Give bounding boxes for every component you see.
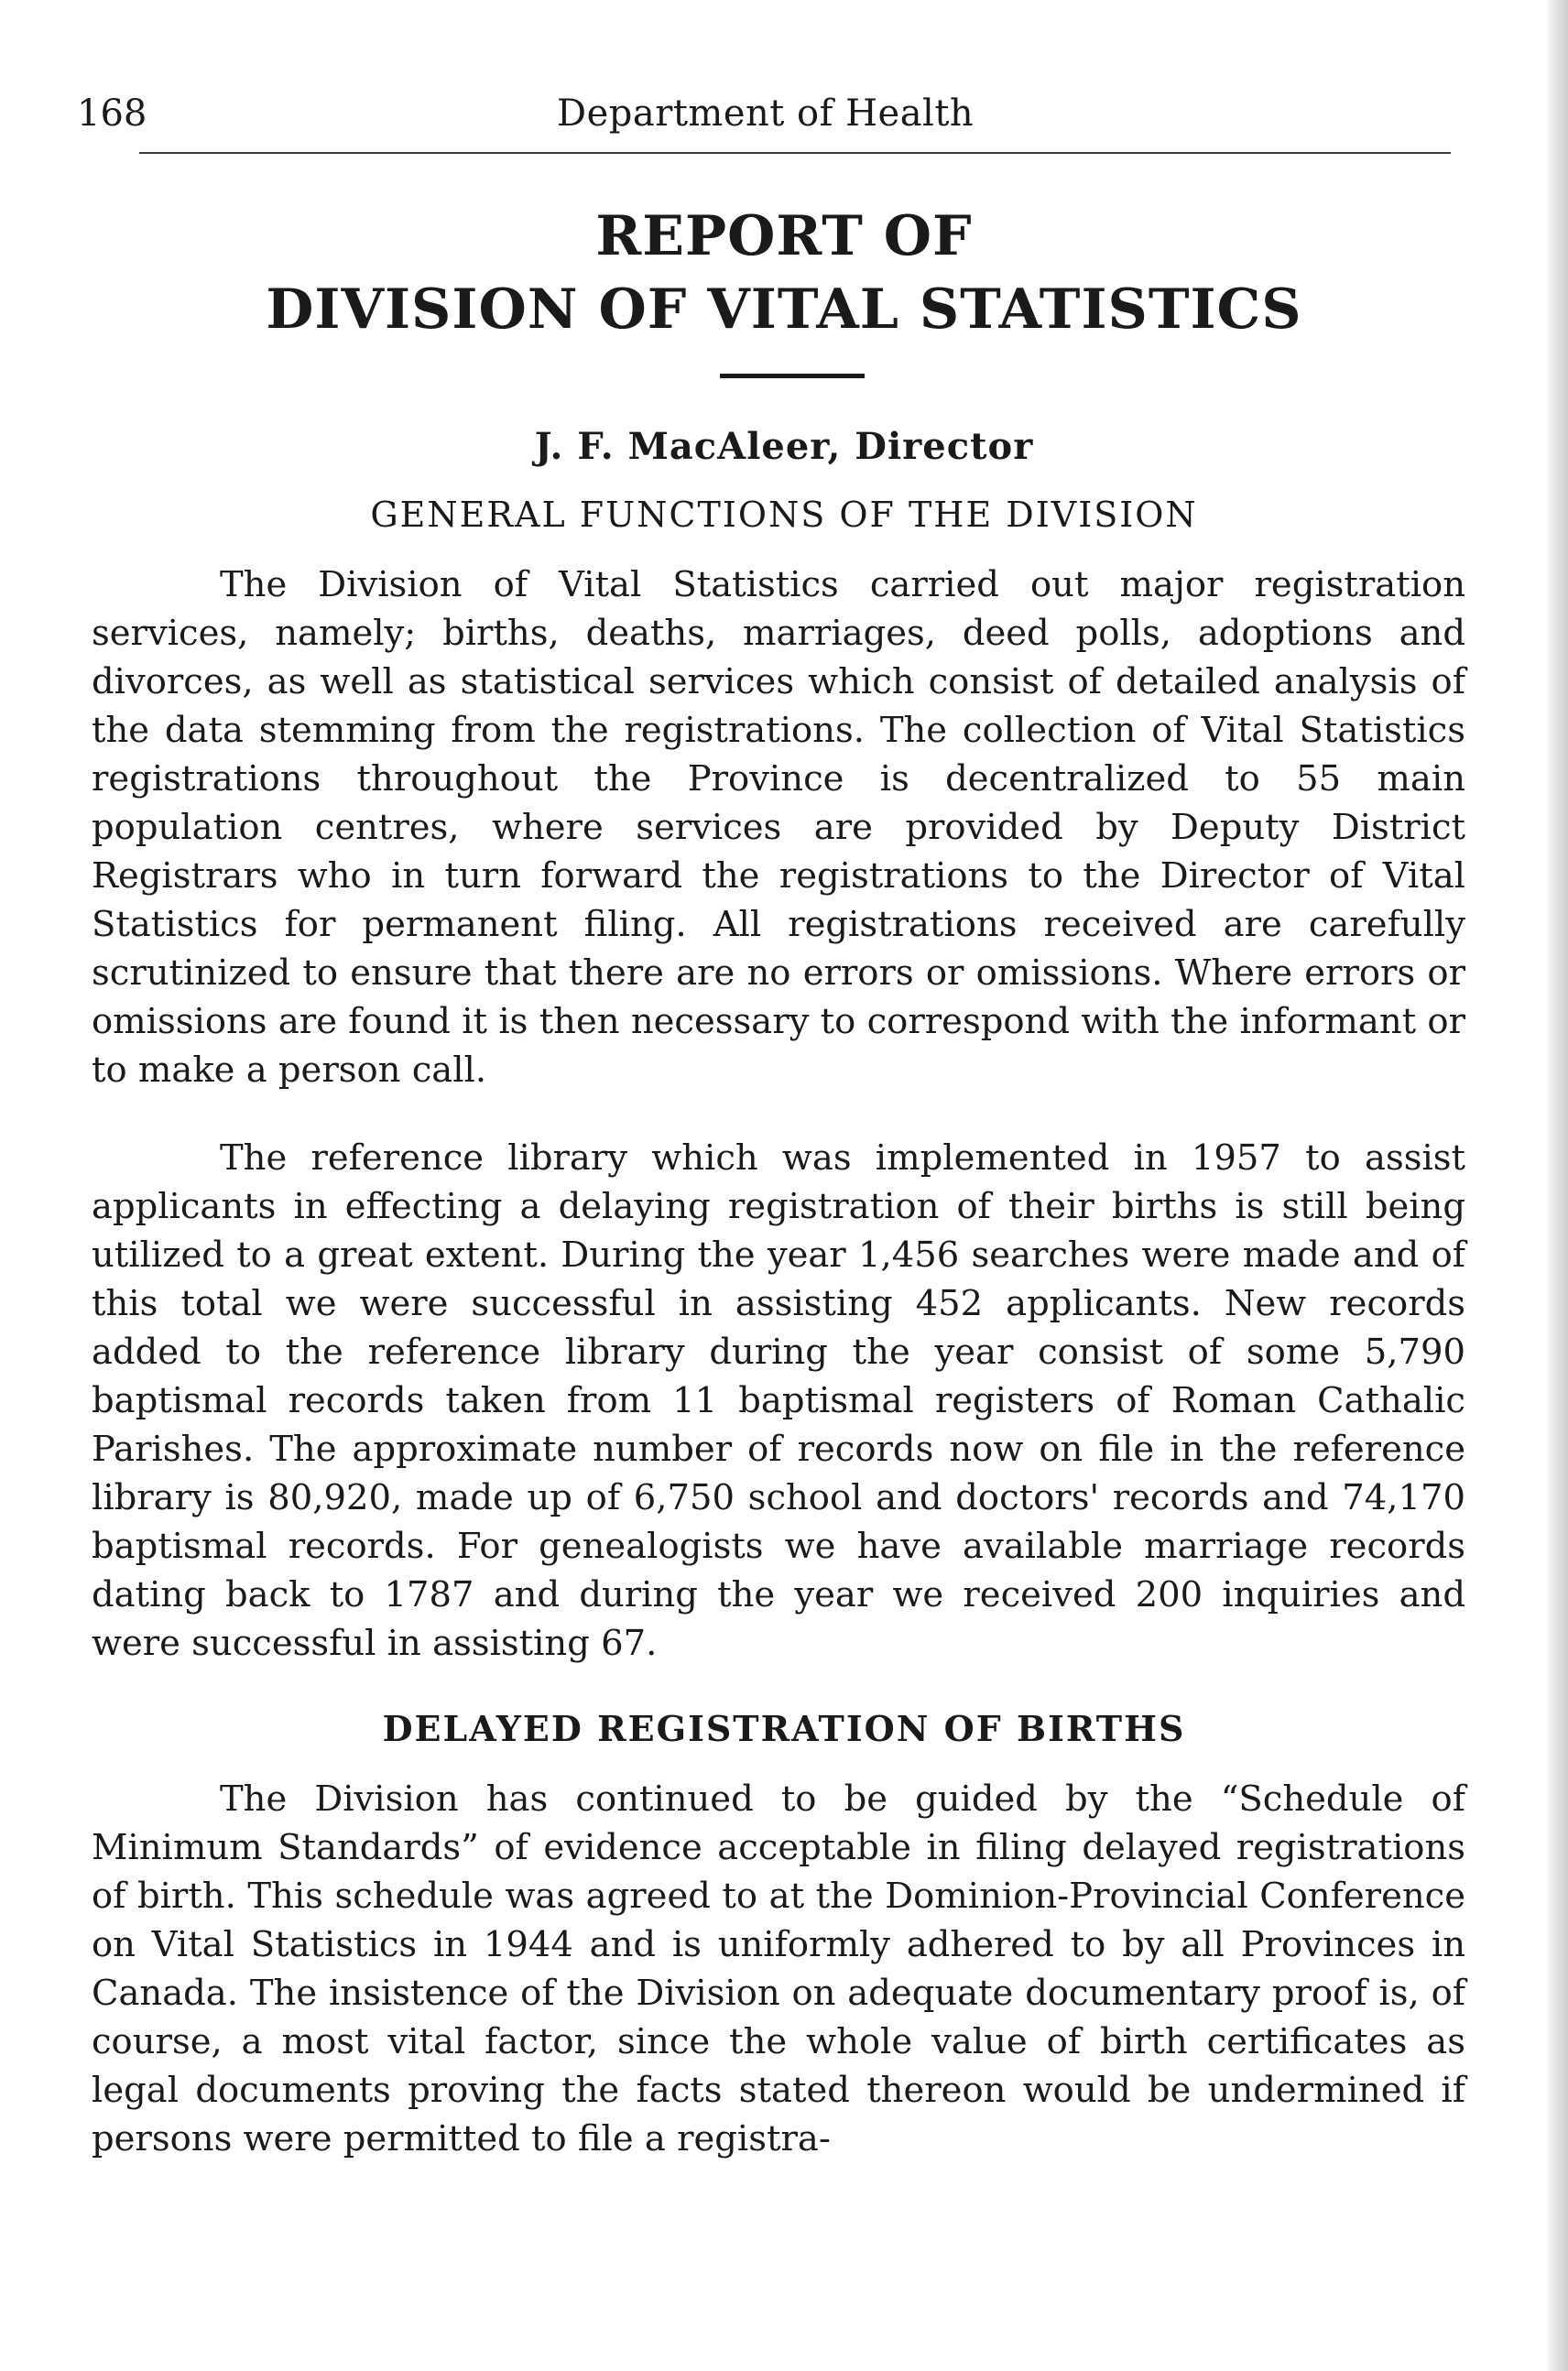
- page-number: 168: [77, 92, 147, 135]
- header-rule: [139, 152, 1451, 154]
- author-line: J. F. MacAleer, Director: [534, 425, 1034, 468]
- paragraph: The Division of Vital Statistics carried out major registration services, namely; births, deaths, marriages, deed polls, adoptions and divorces, as well as statistical services which consist of detailed analysis of the data stemming from the registrations. The collection of Vital Statistics registrations throughout the Province is decentralized to 55 main population centres, where services are provided by Deputy District Registrars who in turn forward the registrations to the Director of Vital Statistics for permanent filing. All registrations received are carefully scrutinized to ensure that there are no errors or omissions. Where errors or omissions are found it is then necessary to correspond with the informant or to make a person call.: [92, 564, 1465, 1091]
- running-title: Department of Health: [557, 92, 975, 135]
- report-title-line-1: REPORT OF: [595, 204, 973, 268]
- running-header: [77, 88, 1451, 139]
- paragraph: The Division has continued to be guided by the “Schedule of Minimum Standards” of evidence acceptable in filing delayed registrations of birth. This schedule was agreed to at the Dominion-Provincial Conference on Vital Statistics in 1944 and is uniformly adhered to by all Provinces in Canada. The insistence of the Division on adequate documentary proof is, of course, a most vital factor, since the whole value of birth certificates as legal documents proving the facts stated thereon would be undermined if persons were permitted to file a registra-: [92, 1778, 1465, 2159]
- title-divider: [720, 374, 865, 378]
- report-title-line-2: DIVISION OF VITAL STATISTICS: [266, 277, 1302, 342]
- section-heading-delayed-registration: DELAYED REGISTRATION OF BIRTHS: [382, 1708, 1186, 1749]
- section-heading-general-functions: GENERAL FUNCTIONS OF THE DIVISION: [370, 495, 1198, 535]
- page-edge-shadow: [1544, 0, 1568, 2371]
- paragraph: The reference library which was implemented in 1957 to assist applicants in effecting a delaying registration of their births is still being utilized to a great extent. During the year 1,456 searches were made and of this total we were successful in assisting 452 applicants. New records added to the reference library during the year consist of some 5,790 baptismal records taken from 11 baptismal registers of Roman Cathalic Parishes. The approximate number of records now on file in the reference library is 80,920, made up of 6,750 school and doctors' records and 74,170 baptismal records. For genealogists we have available marriage records dating back to 1787 and during the year we received 200 inquiries and were successful in assisting 67.: [92, 1137, 1465, 1664]
